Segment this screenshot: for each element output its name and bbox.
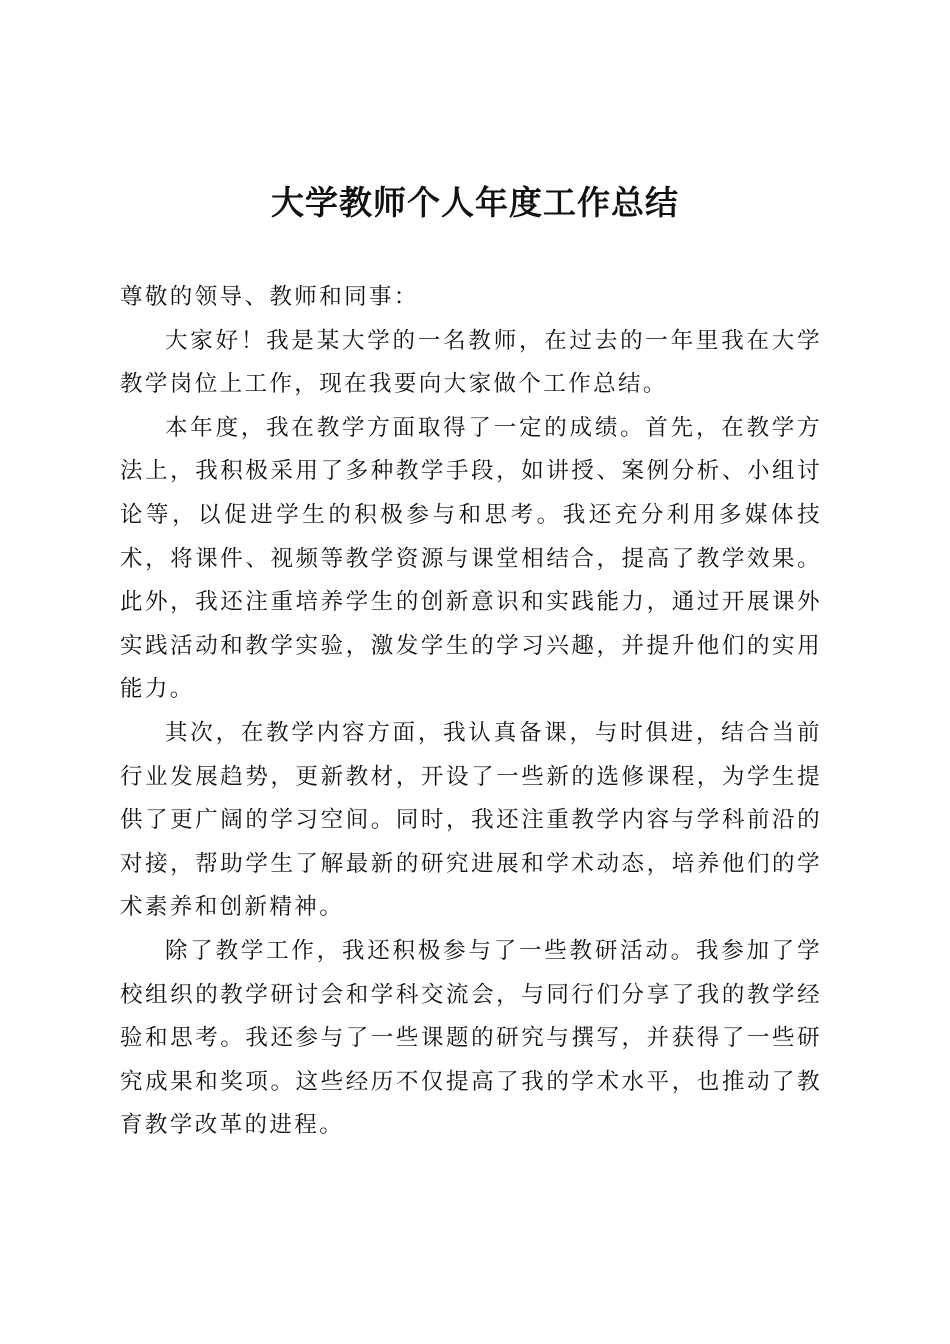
paragraph-research-activities: 除了教学工作，我还积极参与了一些教研活动。我参加了学校组织的教学研讨会和学科交流会，与同行们分享了我的教学经验和思考。我还参与了一些课题的研究与撰写，并获得了一些研究成果和奖项。这些经历不仅提高了我的学术水平，也推动了教育教学改革的进程。 bbox=[120, 937, 822, 1139]
paragraph-teaching-methods: 本年度，我在教学方面取得了一定的成绩。首先，在教学方法上，我积极采用了多种教学手段，如讲授、案例分析、小组讨论等，以促进学生的积极参与和思考。我还充分利用多媒体技术，将课件、视频等教学资源与课堂相结合，提高了教学效果。此外，我还注重培养学生的创新意识和实践能力，通过开展课外实践活动和教学实验，激发学生的学习兴趣，并提升他们的实用能力。 bbox=[120, 414, 822, 703]
paragraph-teaching-content: 其次，在教学内容方面，我认真备课，与时俱进，结合当前行业发展趋势，更新教材，开设了一些新的选修课程，为学生提供了更广阔的学习空间。同时，我还注重教学内容与学科前沿的对接，帮助学生了解最新的研究进展和学术动态，培养他们的学术素养和创新精神。 bbox=[120, 719, 822, 921]
document-body bbox=[120, 276, 822, 1148]
document-title: 大学教师个人年度工作总结 bbox=[271, 183, 679, 222]
paragraph-intro: 大家好！我是某大学的一名教师，在过去的一年里我在大学教学岗位上工作，现在我要向大家做个工作总结。 bbox=[120, 327, 822, 398]
salutation: 尊敬的领导、教师和同事： bbox=[120, 284, 419, 310]
